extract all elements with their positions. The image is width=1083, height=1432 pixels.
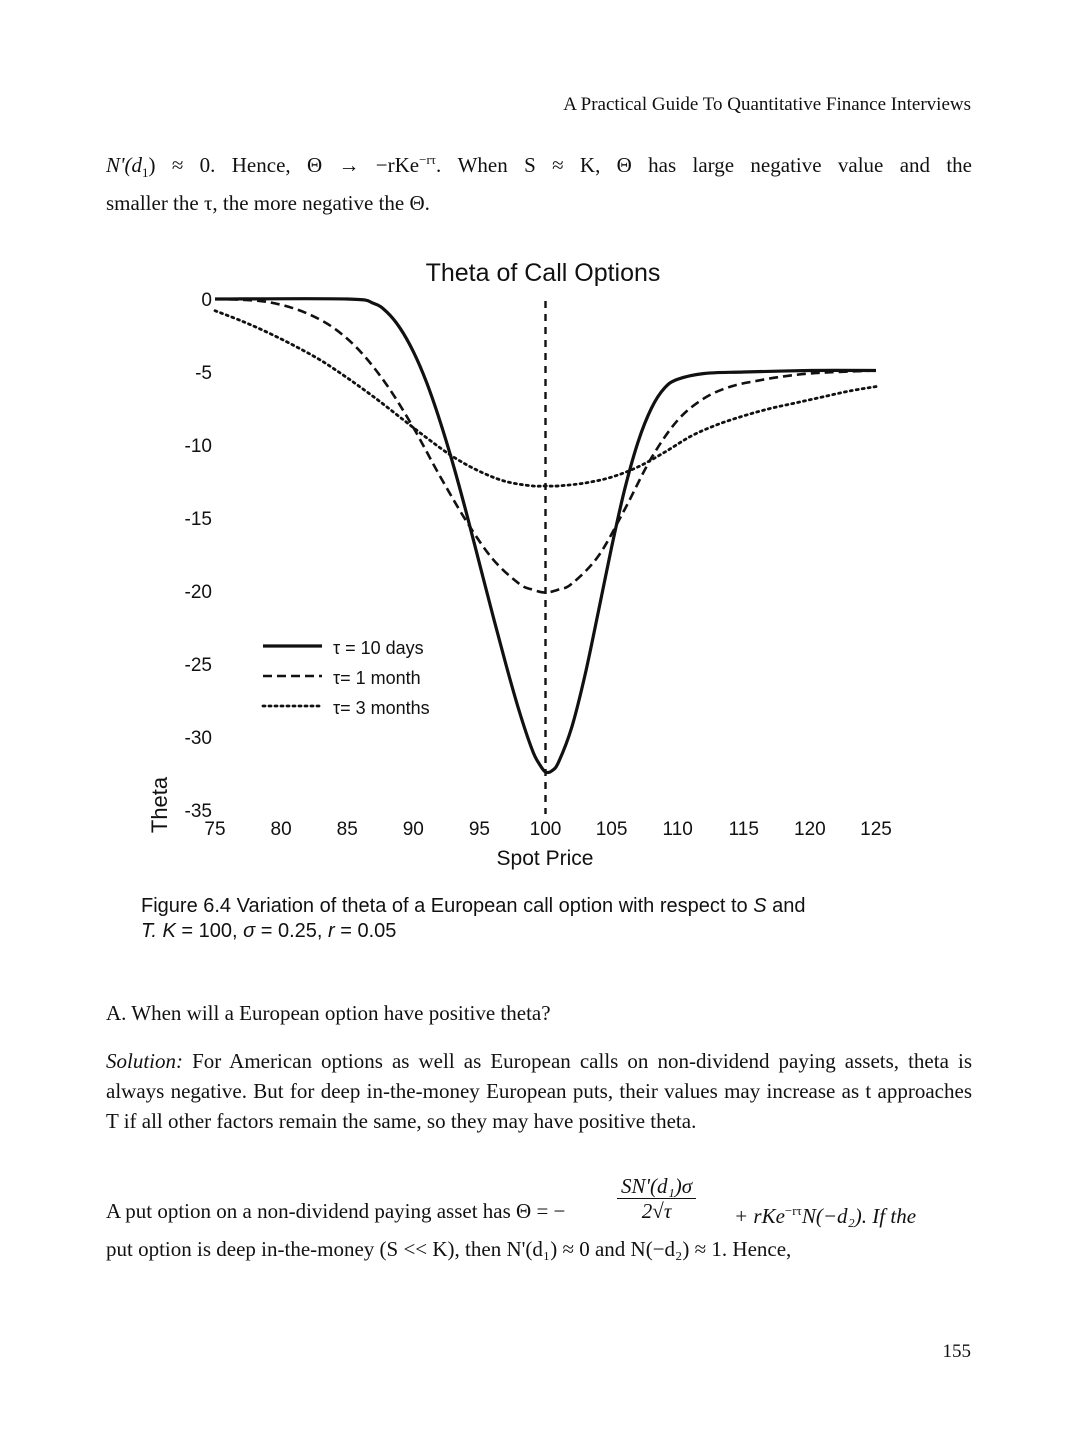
put-line-1-sup: −rτ [784,1203,802,1218]
y-tick-labels [185,290,212,822]
theta-chart [0,250,1083,880]
caption-sigma-val: = 0.25, [255,920,329,942]
x-tick-label: 120 [794,819,826,840]
y-tick-label: -30 [184,728,212,749]
x-tick-labels [204,819,891,840]
intro-line-1-sub: 1 [142,165,149,181]
intro-line-2: smaller the τ, the more negative the Θ. [106,191,430,216]
figure-caption [141,894,941,944]
question-a: A. When will a European option have positive theta? [106,1001,551,1025]
running-header: A Practical Guide To Quantitative Finance Interviews [563,94,971,115]
legend-label: τ = 10 days [333,638,424,658]
caption-r-val: = 0.05 [334,920,397,942]
put-line-1-a: A put option on a non-dividend paying asset has Θ = − [106,1199,566,1223]
y-tick-label: -15 [184,509,212,530]
fraction-denominator: 2√τ [641,1199,672,1223]
x-tick-label: 75 [204,819,226,840]
theta-chart-svg [0,250,1083,880]
solution-text: For American options as well as European calls on non-dividend paying assets, theta is always negative. But for deep in-the-money European puts, their values may increase as t approaches T if all other factors remain the same, so they may have positive theta. [106,1049,972,1133]
y-tick-label: 0 [201,290,212,311]
caption-sigma: σ [243,920,256,942]
y-tick-label: -10 [184,436,212,457]
x-tick-label: 80 [270,819,292,840]
fraction-numerator: SN'(d₁)σ [617,1174,696,1199]
caption-line-1-b: and [766,895,806,917]
put-line-1-b: + rKe [734,1204,785,1228]
x-tick-label: 85 [336,819,358,840]
caption-line-1-a: Figure 6.4 Variation of theta of a European call option with respect to [141,895,754,917]
caption-T: T. [141,920,157,942]
y-tick-label: -35 [184,801,212,822]
intro-paragraph [106,145,972,218]
intro-line-1-sup: −rτ [419,152,437,167]
put-paragraph [106,1174,972,1266]
caption-K: K [156,920,176,942]
caption-S: S [753,895,767,917]
y-axis-label: Theta [147,776,172,834]
put-line-1 [106,1174,972,1236]
put-line-2: put option is deep in-the-money (S << K), then N'(d₁) ≈ 0 and N(−d₂) ≈ 1. Hence, [106,1237,792,1261]
x-tick-label: 105 [595,819,628,840]
y-tick-label: -5 [195,363,212,384]
put-line-1-rest [734,1196,916,1231]
caption-r: r [328,920,335,942]
caption-line-1 [141,894,941,919]
x-tick-label: 110 [662,819,693,840]
legend-label: τ= 3 months [333,698,430,718]
solution-paragraph [106,1046,972,1136]
caption-K-val: = 100, [175,920,244,942]
y-tick-label: -20 [184,582,212,603]
y-tick-label: -25 [184,655,212,676]
caption-line-2 [141,919,941,944]
x-axis-label: Spot Price [496,847,594,870]
intro-line-1 [106,145,972,188]
legend-label: τ= 1 month [333,668,421,688]
intro-line-1-b: ) ≈ 0. Hence, Θ → −rKe [148,153,420,177]
intro-line-1-c: . When S ≈ K, Θ has large negative value and the [436,153,972,177]
solution-label: Solution: [106,1049,183,1073]
x-tick-label: 100 [529,819,562,840]
chart-title: Theta of Call Options [425,259,661,287]
x-tick-label: 115 [728,819,759,840]
chart-legend [263,638,430,718]
x-tick-label: 90 [402,819,424,840]
page-number: 155 [942,1341,971,1362]
put-line-1-c: N(−d₂). If the [801,1204,917,1228]
intro-line-1-a: N'(d [106,153,142,177]
x-tick-label: 95 [468,819,490,840]
x-tick-label: 125 [860,819,892,840]
theta-fraction [617,1174,696,1223]
